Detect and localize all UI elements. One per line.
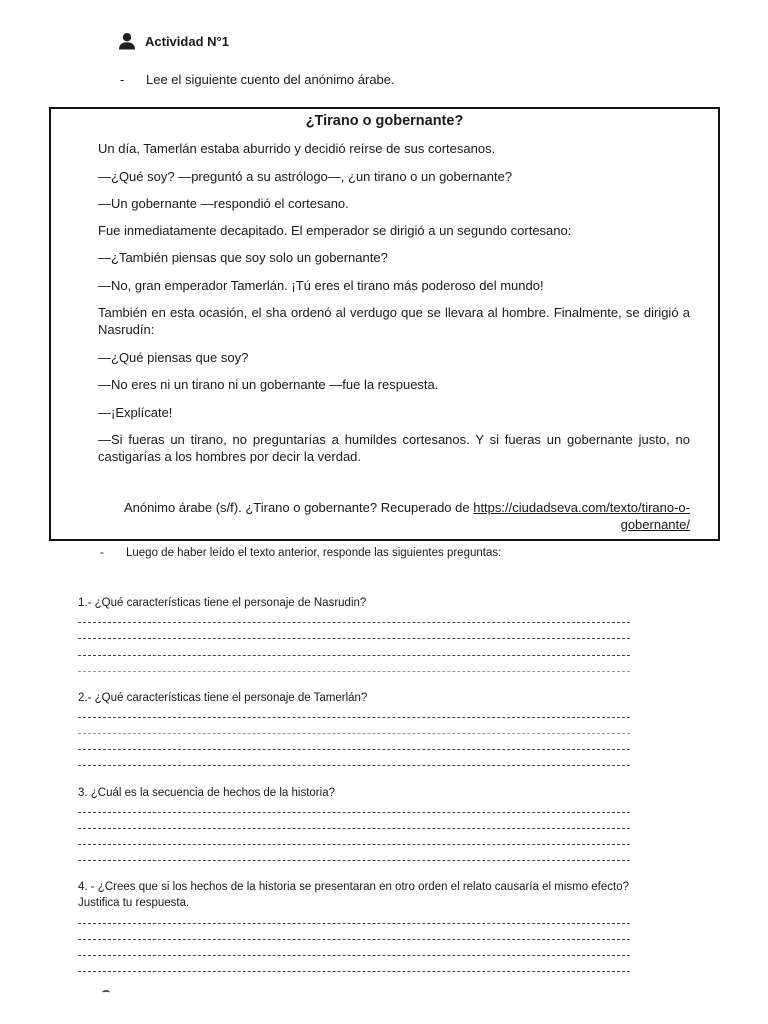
instruction-answer-text: Luego de haber leído el texto anterior, responde las siguientes preguntas: <box>126 547 502 559</box>
answer-line[interactable] <box>78 655 630 656</box>
story-paragraph: Fue inmediatamente decapitado. El emperador se dirigió a un segundo cortesano: <box>98 223 572 238</box>
answer-line[interactable] <box>78 638 630 639</box>
answer-line[interactable] <box>78 812 630 813</box>
answer-line[interactable] <box>78 733 630 734</box>
answer-line[interactable] <box>78 860 630 861</box>
story-paragraph: —Si fueras un tirano, no preguntarías a humildes cortesanos. Y si fueras un gobernante justo, no castigarías a los hombres por decir la verdad. <box>98 432 690 464</box>
page-mark <box>102 990 110 995</box>
story-paragraph: —Un gobernante —respondió el cortesano. <box>98 196 349 211</box>
story-box <box>49 107 720 541</box>
story-paragraph: —¿También piensas que soy solo un gobernante? <box>98 250 388 265</box>
answer-line[interactable] <box>78 749 630 750</box>
answer-line[interactable] <box>78 828 630 829</box>
answer-line[interactable] <box>78 671 630 672</box>
story-paragraph: También en esta ocasión, el sha ordenó al verdugo que se llevara al hombre. Finalmente, se dirigió a Nasrudín: <box>98 305 690 337</box>
user-icon <box>118 32 136 50</box>
instruction-answer <box>100 547 501 559</box>
bullet-dash: - <box>120 72 125 87</box>
question-1: 1.- ¿Qué características tiene el personaje de Nasrudin? <box>78 597 367 609</box>
bullet-dash: - <box>100 547 104 559</box>
question-4: 4. - ¿Crees que si los hechos de la historia se presentaran en otro orden el relato causaría el mismo efecto? Justifica tu respuesta. <box>78 881 630 909</box>
story-paragraph: Un día, Tamerlán estaba aburrido y decidió reírse de sus cortesanos. <box>98 141 496 156</box>
answer-line[interactable] <box>78 971 630 972</box>
story-paragraph: —¿Qué piensas que soy? <box>98 350 249 365</box>
story-paragraph: —No, gran emperador Tamerlán. ¡Tú eres el tirano más poderoso del mundo! <box>98 278 544 293</box>
answer-line[interactable] <box>78 844 630 845</box>
answer-line[interactable] <box>78 955 630 956</box>
activity-title: Actividad N°1 <box>145 33 229 49</box>
story-paragraph: —No eres ni un tirano ni un gobernante —fue la respuesta. <box>98 377 439 392</box>
answer-line[interactable] <box>78 622 630 623</box>
question-3: 3. ¿Cuál es la secuencia de hechos de la historia? <box>78 787 335 799</box>
question-2: 2.- ¿Qué características tiene el personaje de Tamerlán? <box>78 692 368 704</box>
story-paragraph: —¿Qué soy? —preguntó a su astrólogo—, ¿un tirano o un gobernante? <box>98 169 513 184</box>
answer-line[interactable] <box>78 765 630 766</box>
answer-line[interactable] <box>78 923 630 924</box>
instruction-read <box>120 72 395 87</box>
story-paragraph: —¡Explícate! <box>98 405 173 420</box>
answer-line[interactable] <box>78 939 630 940</box>
instruction-read-text: Lee el siguiente cuento del anónimo árabe. <box>146 72 395 87</box>
citation-link[interactable]: https://ciudadseva.com/texto/tirano-o-gobernante/ <box>473 500 690 532</box>
answer-line[interactable] <box>78 717 630 718</box>
activity-header <box>118 32 229 50</box>
citation-text: Anónimo árabe (s/f). ¿Tirano o gobernante? Recuperado de <box>123 500 474 515</box>
story-citation <box>98 499 690 533</box>
story-title: ¿Tirano o gobernante? <box>305 113 464 129</box>
